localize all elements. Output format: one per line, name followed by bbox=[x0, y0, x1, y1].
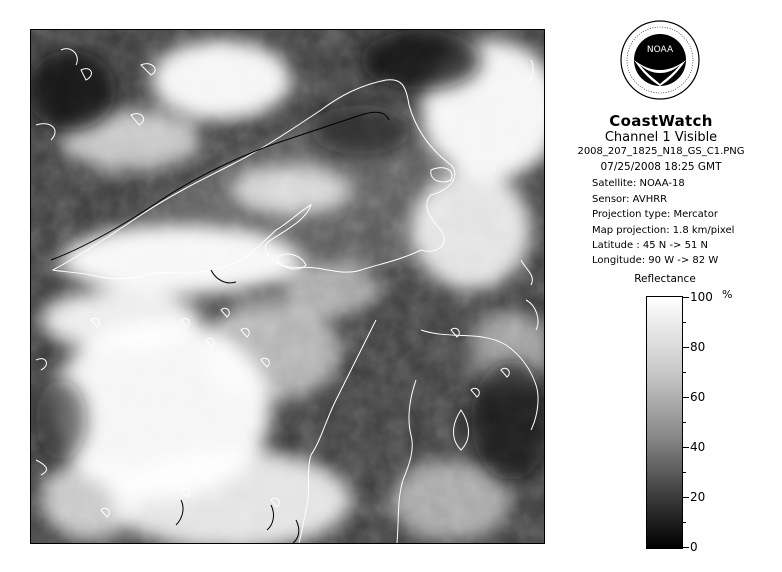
logo-text: NOAA bbox=[646, 45, 674, 55]
colorbar-tick-mark bbox=[682, 422, 686, 423]
latitude-info: Latitude : 45 N -> 51 N bbox=[592, 240, 708, 251]
channel-subtitle: Channel 1 Visible bbox=[604, 130, 718, 145]
colorbar-tick-label: 20 bbox=[690, 490, 706, 504]
satellite-info: Satellite: NOAA-18 bbox=[592, 178, 685, 189]
colorbar-tick-mark bbox=[682, 447, 689, 448]
noaa-logo-icon bbox=[620, 20, 700, 100]
colorbar-tick-mark bbox=[682, 547, 689, 548]
sensor-info: Sensor: AVHRR bbox=[592, 194, 668, 205]
colorbar-tick-label: 60 bbox=[690, 390, 706, 404]
file-name: 2008_207_1825_N18_GS_C1.PNG bbox=[577, 146, 745, 157]
colorbar-tick-mark bbox=[682, 372, 686, 373]
projection-type-info: Projection type: Mercator bbox=[592, 209, 718, 220]
colorbar-unit: % bbox=[722, 288, 733, 301]
satellite-image bbox=[30, 29, 545, 544]
page-title: CoastWatch bbox=[609, 112, 713, 130]
reflectance-colorbar bbox=[646, 296, 683, 549]
map-projection-info: Map projection: 1.8 km/pixel bbox=[592, 225, 735, 236]
colorbar-tick-label: 40 bbox=[690, 440, 706, 454]
colorbar-tick-label: 80 bbox=[690, 340, 706, 354]
colorbar-tick-label: 100 bbox=[690, 290, 713, 304]
colorbar-tick-mark bbox=[682, 522, 686, 523]
colorbar-tick-mark bbox=[682, 322, 686, 323]
colorbar-tick-mark bbox=[682, 347, 689, 348]
colorbar-tick-mark bbox=[682, 472, 686, 473]
longitude-info: Longitude: 90 W -> 82 W bbox=[592, 255, 719, 266]
colorbar-title: Reflectance bbox=[634, 273, 696, 285]
colorbar-tick-label: 0 bbox=[690, 540, 698, 554]
colorbar-tick-mark bbox=[682, 397, 689, 398]
colorbar-tick-mark bbox=[682, 297, 689, 298]
timestamp: 07/25/2008 18:25 GMT bbox=[600, 161, 722, 173]
colorbar-tick-mark bbox=[682, 497, 689, 498]
